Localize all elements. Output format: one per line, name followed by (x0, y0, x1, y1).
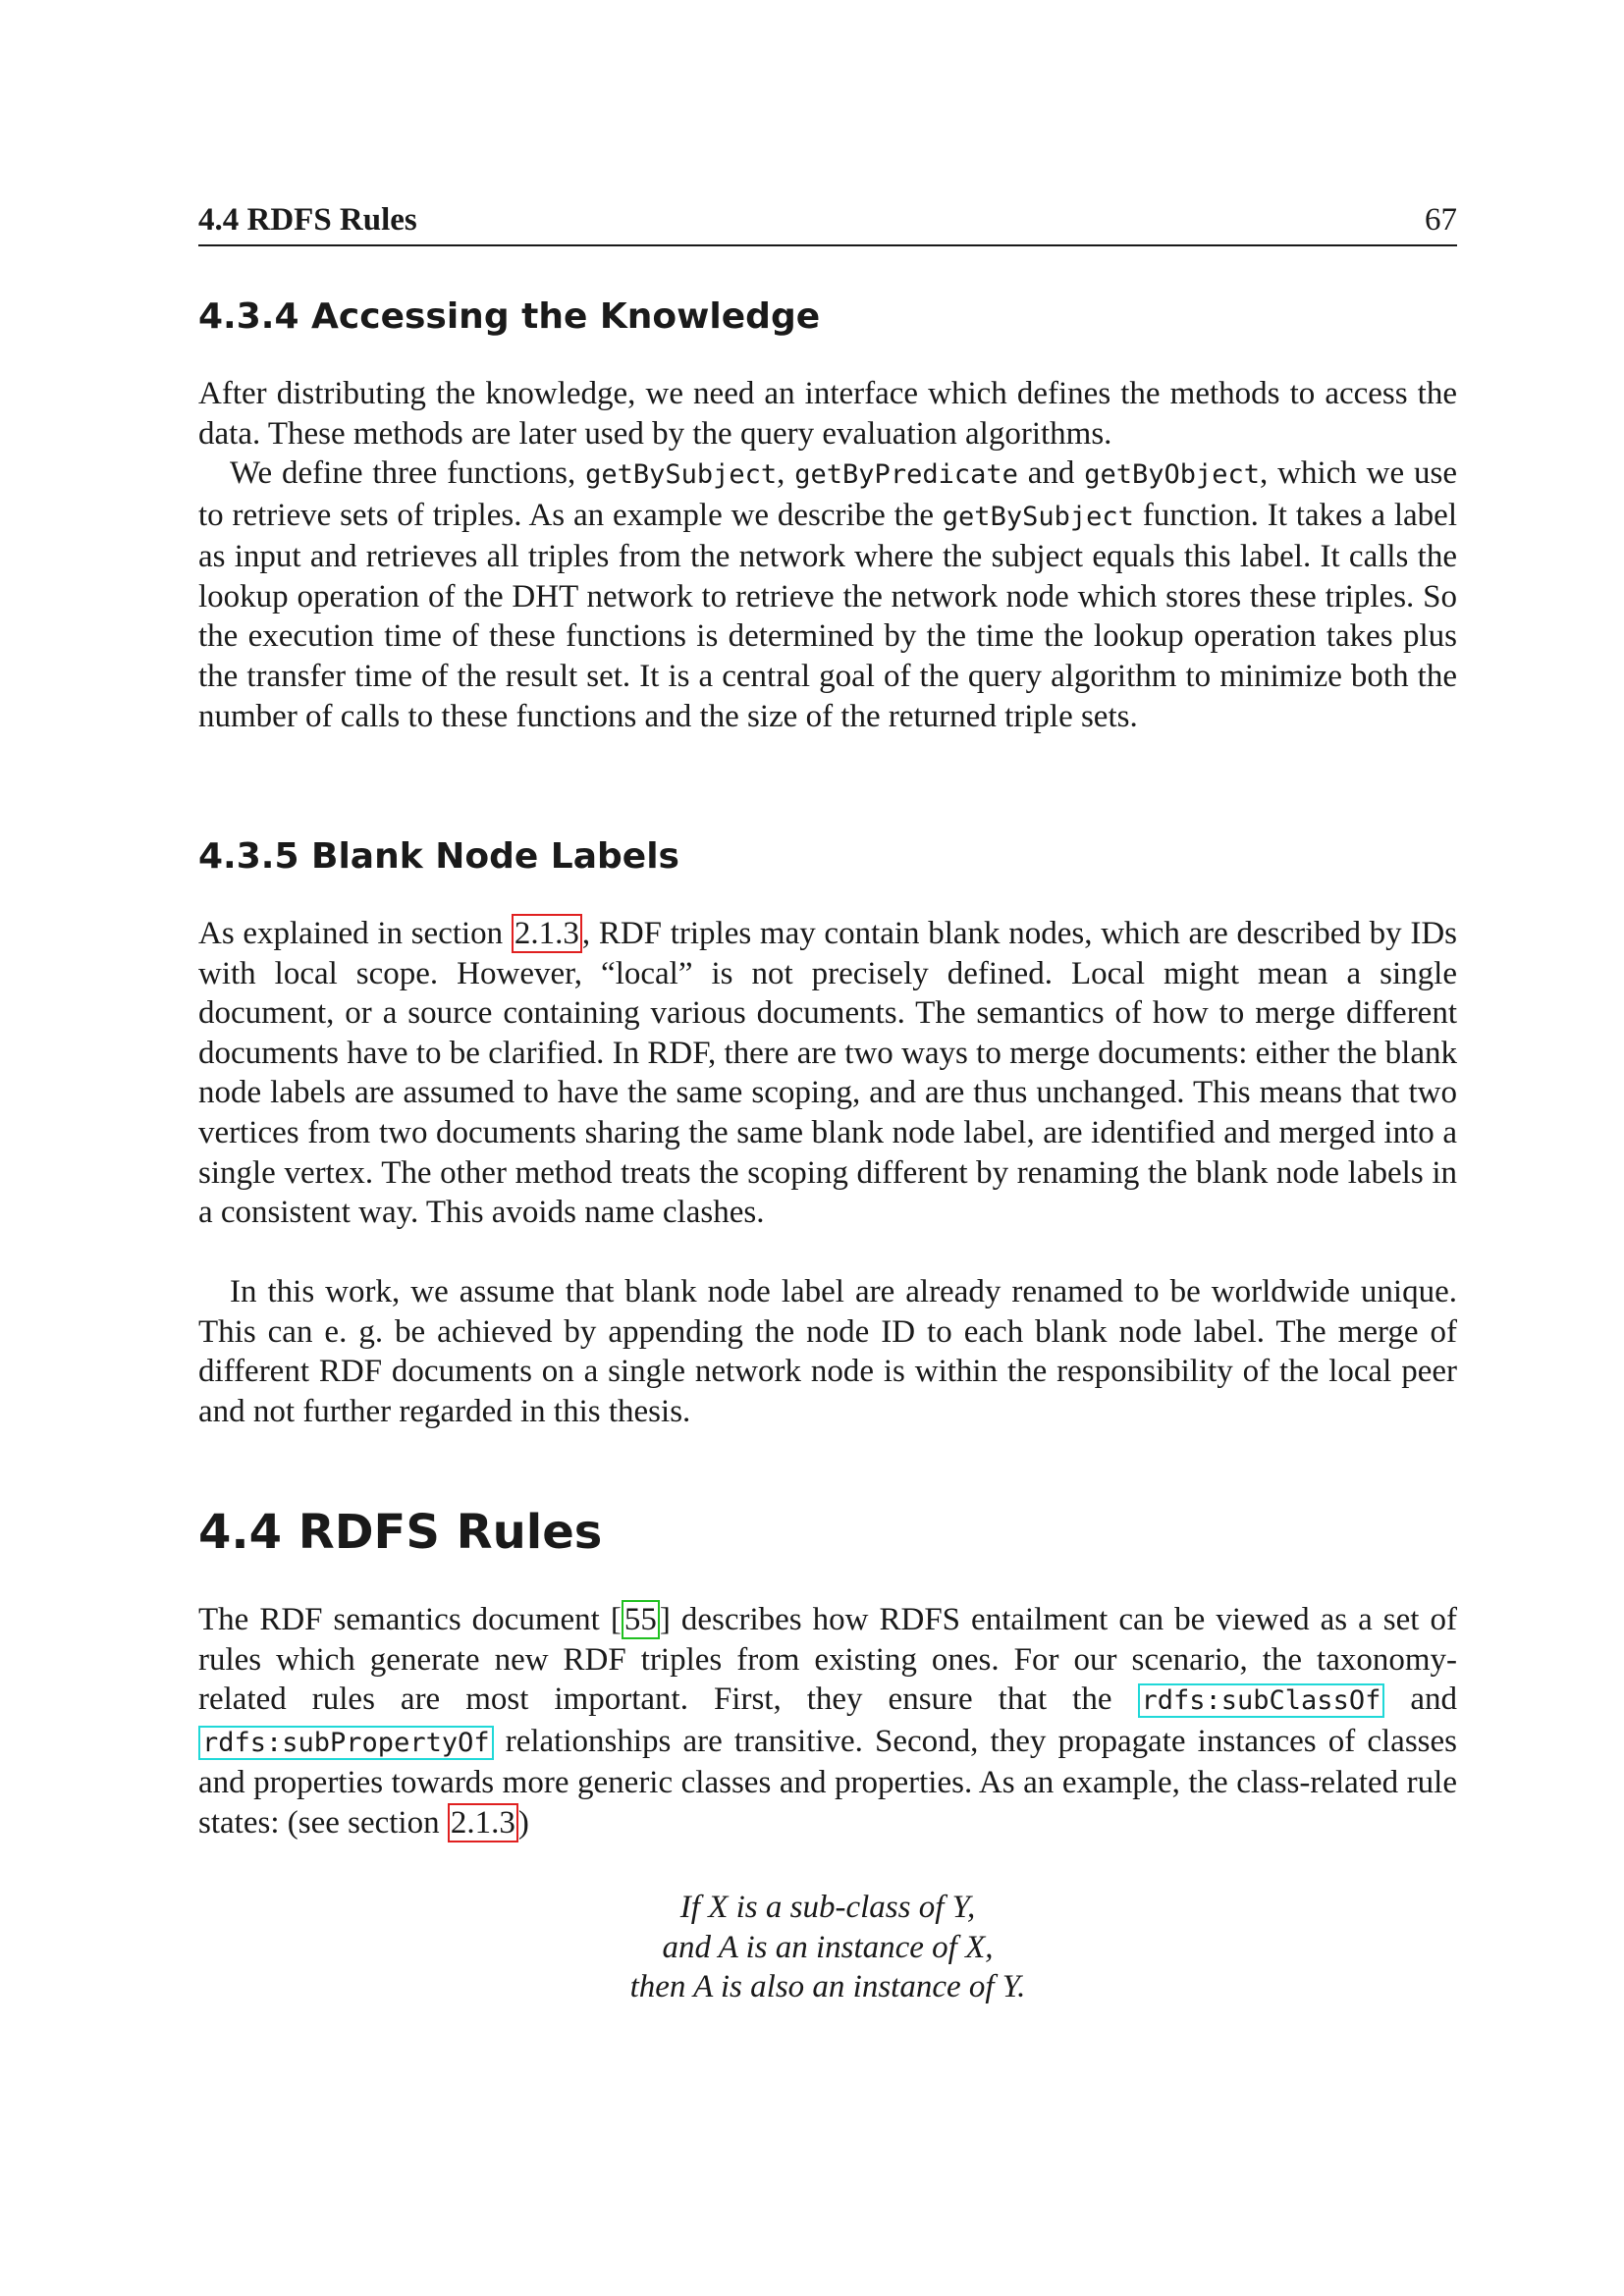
page-number: 67 (1425, 202, 1457, 238)
function-name: getBySubject (942, 501, 1134, 532)
section-4-3-4-paragraph-2: We define three functions, getBySubject, getByPredicate and getByObject, which we use to retrieve sets of triples. As an example we describe the getBySubject function. It takes a label as input and retrieves all triples from the network where the subject equals this label. It calls the lookup operation of the DHT network to retrieve the network node which stores these triples. So the execution time of these functions is determined by the time the lookup operation takes plus the transfer time of the result set. It is a central goal of the query algorithm to minimize both the number of calls to these functions and the size of the returned triple sets. (198, 455, 1457, 734)
section-4-3-4-paragraph-1: After distributing the knowledge, we need an interface which defines the methods to access the data. These methods are later used by the query evaluation algorithms. (198, 376, 1457, 452)
section-reference-link[interactable]: 2.1.3 (512, 914, 582, 953)
rule-line: then A is also an instance of Y. (629, 1969, 1026, 2005)
rdfs-subpropertyof-link[interactable]: rdfs:subPropertyOf (198, 1726, 494, 1760)
citation-link[interactable]: 55 (622, 1600, 660, 1639)
rule-line: and A is an instance of X, (662, 1929, 994, 1965)
running-header-title: 4.4 RDFS Rules (198, 202, 417, 238)
running-header (198, 202, 1457, 246)
rule-statement (198, 1888, 1457, 2007)
section-4-3-5-title: 4.3.5 Blank Node Labels (198, 836, 679, 877)
section-4-3-5-paragraph-1: As explained in section 2.1.3, RDF triples may contain blank nodes, which are described by IDs with local scope. However, “local” is not precisely defined. Local might mean a single document, or a source containing various documents. The semantics of how to merge different documents have to be clarified. In RDF, there are two ways to merge documents: either the blank node labels are assumed to have the same scoping, and are thus unchanged. This means that two vertices from two documents sharing the same blank node label, are identified and merged into a single vertex. The other method treats the scoping different by renaming the blank node labels in a consistent way. This avoids name clashes. (198, 916, 1458, 1231)
rdfs-subclassof-link[interactable]: rdfs:subClassOf (1138, 1683, 1385, 1718)
function-name: getByPredicate (794, 459, 1018, 490)
section-reference-link[interactable]: 2.1.3 (448, 1803, 518, 1842)
function-name: getBySubject (585, 459, 778, 490)
section-4-3-4-title: 4.3.4 Accessing the Knowledge (198, 296, 821, 337)
section-4-4-title: 4.4 RDFS Rules (198, 1505, 603, 1560)
section-4-4-paragraph-1: The RDF semantics document [55] describes how RDFS entailment can be viewed as a set of rules which generate new RDF triples from existing ones. For our scenario, the taxonomy-related rules are most important. First, they ensure that the rdfs:subClassOf and rdfs:subPropertyOf relationships are transitive. Second, they propagate instances of classes and properties towards more generic classes and properties. As an example, the class-related rule states: (see section 2.1.3) (198, 1602, 1457, 1841)
function-name: getByObject (1084, 459, 1261, 490)
section-4-3-5-paragraph-2: In this work, we assume that blank node label are already renamed to be worldwide unique. This can e. g. be achieved by appending the node ID to each blank node label. The merge of different RDF documents on a single network node is within the responsibility of the local peer and not further regarded in this thesis. (198, 1274, 1457, 1429)
rule-line: If X is a sub-class of Y, (679, 1890, 976, 1925)
